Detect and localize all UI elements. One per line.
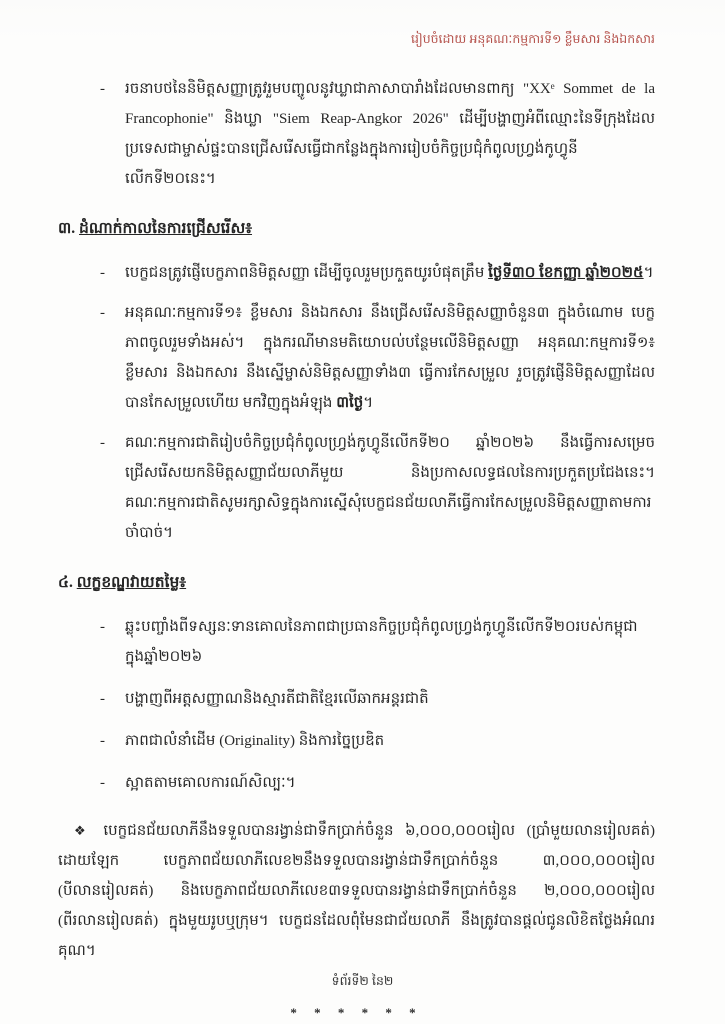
section4-bullet-originality xyxy=(100,726,655,756)
bullet-dash: - xyxy=(100,691,105,707)
section3-bullet-national-committee xyxy=(100,428,655,548)
deadline-text-post: ។ xyxy=(643,265,654,281)
bullet-dash: - xyxy=(100,81,105,97)
section3-bullet-deadline-text xyxy=(125,258,655,288)
bullet-dash: - xyxy=(100,265,105,281)
section4-bullet-artistic-text: ស្អាតតាមគោលការណ៍សិល្បៈ។ xyxy=(125,775,296,791)
section3-heading xyxy=(58,214,655,244)
end-separator: * * * * * * xyxy=(290,1005,423,1020)
deadline-text-pre: បេក្ខជនត្រូវផ្ញើបេក្ខភាពនិមិត្តសញ្ញា ដើម្បីចូលរួមប្រកួតយូរបំផុតត្រឹម xyxy=(125,265,489,281)
section3-title: ដំណាក់កាលនៃការជ្រើសរើស៖ xyxy=(79,220,253,237)
subcommittee-text-post: ។ xyxy=(363,395,374,411)
section3-bullet-subcommittee-text xyxy=(125,298,655,418)
bullet-dash: - xyxy=(100,733,105,749)
section4-bullet-originality-text: ភាពជាលំនាំដើម (Originality) និងការច្នៃប្រឌិត xyxy=(125,733,385,749)
page-number-footer: ទំព័រទី២ នៃ២ xyxy=(331,974,394,988)
bullet-dash: - xyxy=(100,775,105,791)
subcommittee-text-pre: អនុគណៈកម្មការទី១៖ ខ្លឹមសារ និងឯកសារ នឹងជ្រើសរើសនិមិត្តសញ្ញាចំនួន៣ ក្នុងចំណោម បេក្ខភាពចូលរួមទាំងអស់។ ក្នុងករណីមានមតិយោបល់បន្ថែមលើនិមិត្តសញ្ញា អនុគណៈកម្មការទី១៖ខ្លឹមសារ និងឯកសារ នឹងស្នើម្ចាស់និមិត្តសញ្ញាទាំង៣ ធ្វើការកែសម្រួល រួចត្រូវផ្ញើនិមិត្តសញ្ញាដែលបានកែសម្រួលហើយ មកវិញក្នុងអំឡុង xyxy=(125,305,655,411)
bullet-dash: - xyxy=(100,305,105,321)
prize-text: បេក្ខជនជ័យលាភីនឹងទទួលបានរង្វាន់ជាទឹកប្រាក់ចំនួន ៦,០០០,០០០រៀល (ប្រាំមួយលានរៀលគត់) ដោយឡែក បេក្ខភាពជ័យលាភីលេខ២នឹងទទួលបានរង្វាន់ជាទឹកប្រាក់ចំនួន ៣,០០០,០០០រៀល (បីលានរៀលគត់) និងបេក្ខភាពជ័យលាភីលេខ៣ទទួលបានរង្វាន់ជាទឹកប្រាក់ចំនួន ២,០០០,០០០រៀល (ពីរលានរៀលគត់) ក្នុងមួយរូបឬក្រុម។ បេក្ខជនដែលពុំមែនជាជ័យលាភី នឹងត្រូវបានផ្តល់ជូនលិខិតថ្លែងអំណរគុណ។ xyxy=(58,823,655,959)
section3-bullet-deadline xyxy=(100,258,655,288)
intro-bullet xyxy=(100,74,655,194)
section4-bullet-vision xyxy=(100,612,655,672)
bullet-dash: - xyxy=(100,619,105,635)
intro-bullet-text: រចនាបថនៃនិមិត្តសញ្ញាត្រូវរួមបញ្ចូលនូវឃ្លាជាភាសាបារាំងដែលមានពាក្យ "XXᵉ Sommet de la Francophonie" និងឃ្លា "Siem Reap-Angkor 2026" ដើម្បីបង្ហាញអំពីឈ្មោះនៃទីក្រុងដែលប្រទេសជាម្ចាស់ផ្ទះបានជ្រើសរើសធ្វើជាកន្លែងក្នុងការរៀបចំកិច្ចប្រជុំកំពូលហ្វ្រង់កូហ្វូនីលើកទី២០នេះ។ xyxy=(125,81,655,187)
section3-bullet-subcommittee xyxy=(100,298,655,418)
deadline-date: ថ្ងៃទី៣០ ខែកញ្ញា ឆ្នាំ២០២៥ xyxy=(488,265,644,281)
section3-bullet-national-committee-text: គណៈកម្មការជាតិរៀបចំកិច្ចប្រជុំកំពូលហ្វ្រង់កូហ្វូនីលើកទី២០ ឆ្នាំ២០២៦ នឹងធ្វើការសម្រេចជ្រើសរើសយកនិមិត្តសញ្ញាជ័យលាភីមួយ និងប្រកាសលទ្ធផលនៃការប្រកួតប្រជែងនេះ។ គណៈកម្មការជាតិសូមរក្សាសិទ្ធក្នុងការស្នើសុំបេក្ខជនជ័យលាភីធ្វើការកែសម្រួលនិមិត្តសញ្ញាតាមការចាំបាច់។ xyxy=(125,435,655,541)
document-header: រៀបចំដោយ អនុគណៈកម្មការទី១ ខ្លឹមសារ និងឯកសារ xyxy=(411,32,655,46)
three-days-emphasis: ៣ថ្ងៃ xyxy=(336,395,364,411)
section4-bullet-vision-text: ឆ្លុះបញ្ចាំងពីទស្សនៈទានគោលនៃភាពជាប្រធានកិច្ចប្រជុំកំពូលហ្វ្រង់កូហ្វូនីលើកទី២០របស់កម្ពុជាក្នុងឆ្នាំ២០២៦ xyxy=(125,619,638,665)
section4-number: ៤. xyxy=(58,574,73,591)
section4-title: លក្ខខណ្ឌវាយតម្លៃ៖ xyxy=(76,574,187,591)
section4-bullet-identity xyxy=(100,684,655,714)
diamond-bullet-icon: ❖ xyxy=(74,823,94,838)
section3-number: ៣. xyxy=(58,220,76,237)
prize-paragraph xyxy=(58,816,655,966)
section4-bullet-artistic xyxy=(100,768,655,798)
section4-bullet-identity-text: បង្ហាញពីអត្តសញ្ញាណនិងស្មារតីជាតិខ្មែរលើឆាកអន្តរជាតិ xyxy=(125,691,429,707)
bullet-dash: - xyxy=(100,435,105,451)
section4-heading xyxy=(58,568,655,598)
